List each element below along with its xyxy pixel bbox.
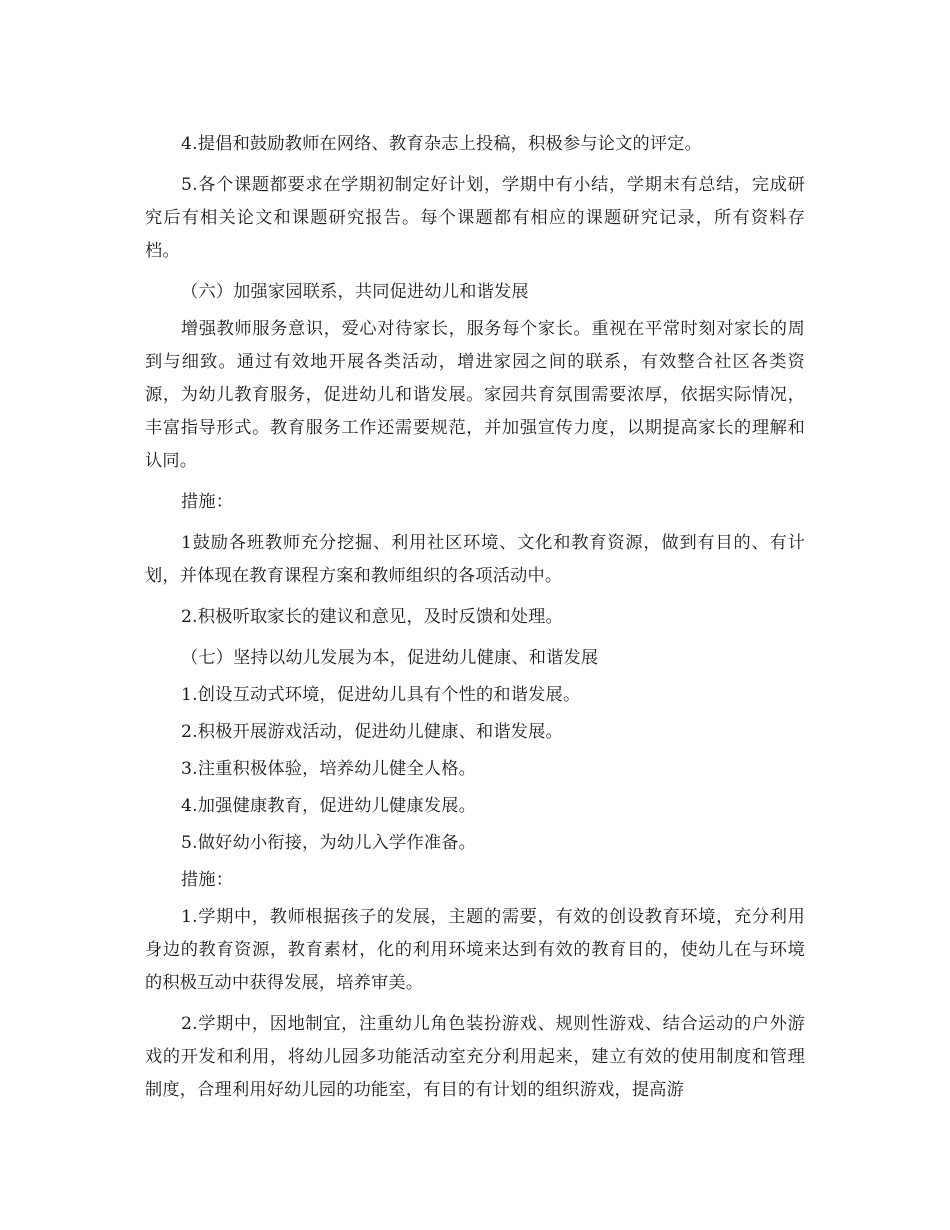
measure-item-1b: 1.学期中，教师根据孩子的发展，主题的需要，有效的创设教育环境，充分利用身边的教育资源，教育素材，化的利用环境来达到有效的教育目的，使幼儿在与环境的积极互动中获得发展，培养审美。 <box>145 907 805 993</box>
measures-label-2: 措施： <box>181 870 234 890</box>
goal-item-5: 5.做好幼小衔接，为幼儿入学作准备。 <box>181 833 477 853</box>
goal-item-1: 1.创设互动式环境，促进幼儿具有个性的和谐发展。 <box>181 685 581 705</box>
measure-item-2b: 2.学期中，因地制宜，注重幼儿角色装扮游戏、规则性游戏、结合运动的户外游戏的开发和利用，将幼儿园多功能活动室充分利用起来，建立有效的使用制度和管理制度，合理利用好幼儿园的功能室，有目的有计划的组织游戏，提高游 <box>145 1014 805 1100</box>
measure-item-2: 2.积极听取家长的建议和意见，及时反馈和处理。 <box>181 607 563 627</box>
paragraph-family-cooperation: 增强教师服务意识，爱心对待家长，服务每个家长。重视在平常时刻对家长的周到与细致。通过有效地开展各类活动，增进家园之间的联系，有效整合社区各类资源，为幼儿教育服务，促进幼儿和谐发展。家园共育氛围需要浓厚，依据实际情况，丰富指导形式。教育服务工作还需要规范，并加强宣传力度，以期提高家长的理解和认同。 <box>145 319 805 471</box>
goal-item-4: 4.加强健康教育，促进幼儿健康发展。 <box>181 796 477 816</box>
measures-label: 措施： <box>181 492 234 512</box>
section-heading-6: （六）加强家园联系，共同促进幼儿和谐发展 <box>181 282 529 302</box>
goal-item-3: 3.注重积极体验，培养幼儿健全人格。 <box>181 759 477 779</box>
goal-item-2: 2.积极开展游戏活动，促进幼儿健康、和谐发展。 <box>181 722 563 742</box>
section-heading-7: （七）坚持以幼儿发展为本，促进幼儿健康、和谐发展 <box>181 648 599 668</box>
paragraph-item-4: 4.提倡和鼓励教师在网络、教育杂志上投稿，积极参与论文的评定。 <box>181 134 703 154</box>
paragraph-item-5: 5.各个课题都要求在学期初制定好计划，学期中有小结，学期末有总结，完成研究后有相关论文和课题研究报告。每个课题都有相应的课题研究记录，所有资料存档。 <box>145 175 805 261</box>
measure-item-1: 1鼓励各班教师充分挖掘、利用社区环境、文化和教育资源，做到有目的、有计划，并体现在教育课程方案和教师组织的各项活动中。 <box>145 533 805 586</box>
document-body <box>145 128 805 1115</box>
